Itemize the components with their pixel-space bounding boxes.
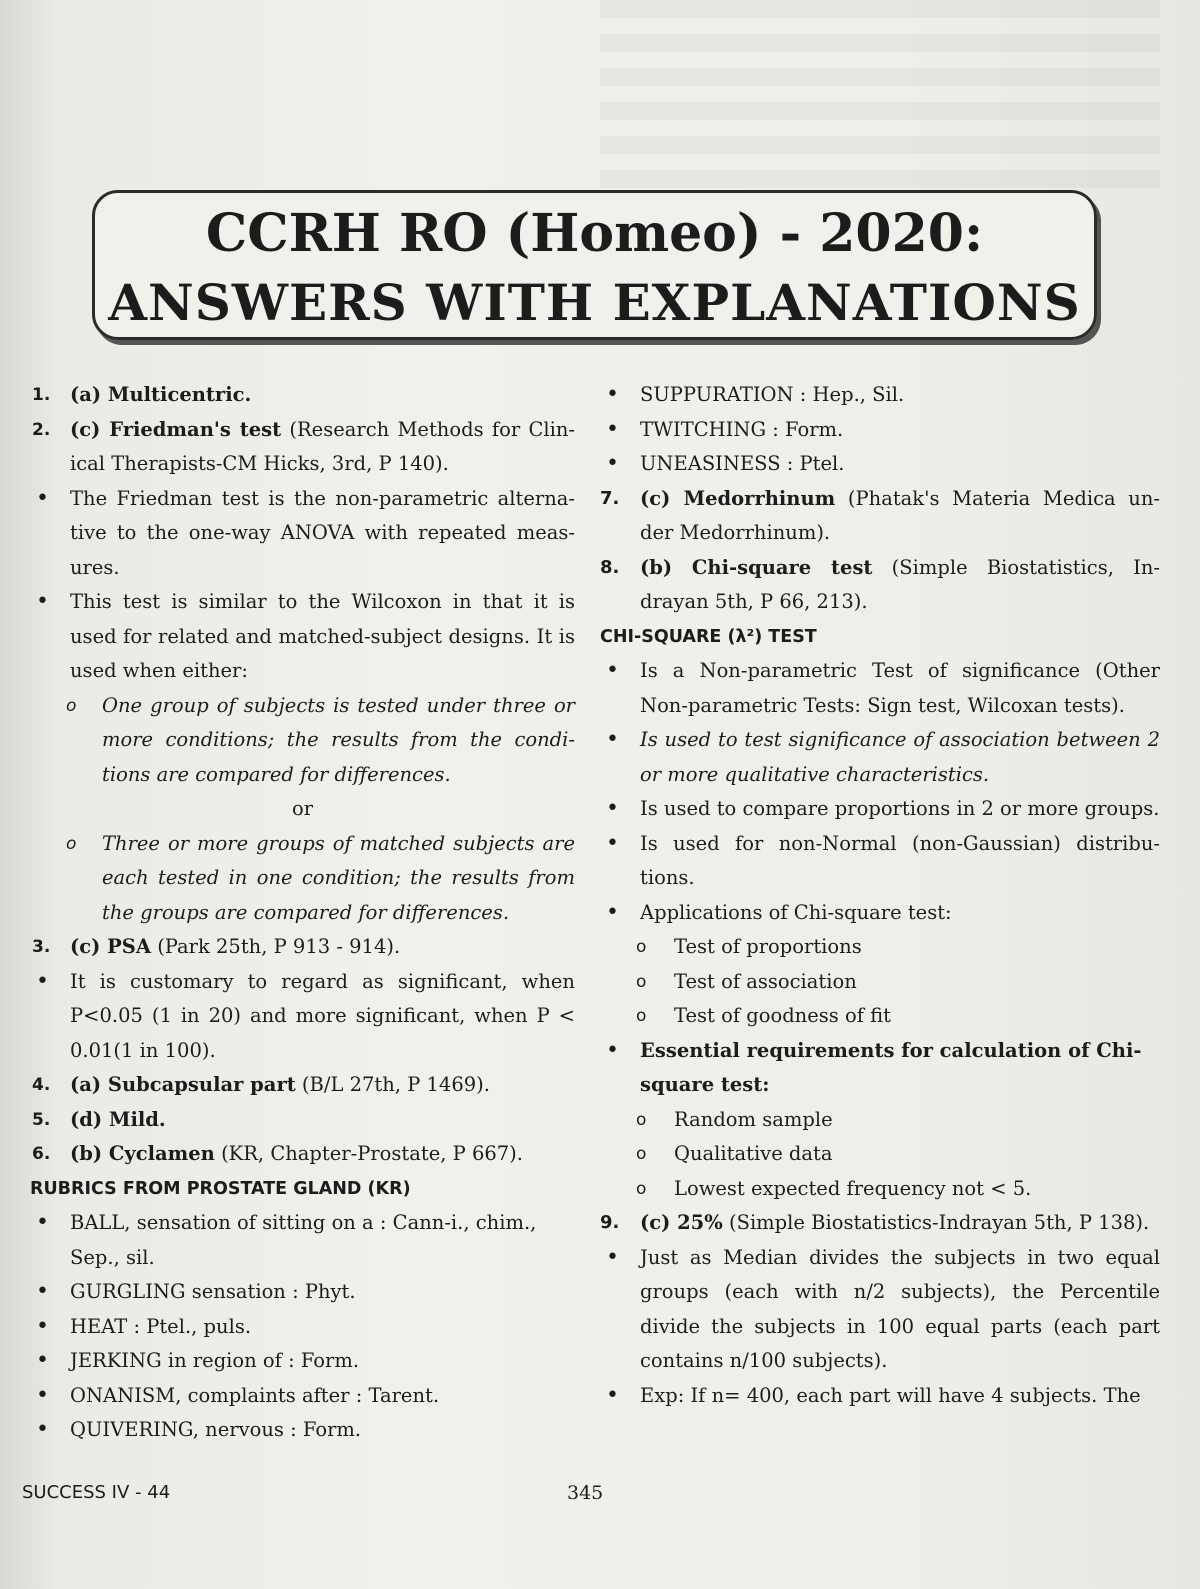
bullet-icon: • <box>606 416 619 442</box>
circle-bullet-icon: o <box>66 833 77 854</box>
bullet-icon: • <box>606 899 619 925</box>
chi-square-heading: CHI-SQUARE (λ²) TEST <box>600 626 817 647</box>
answer-number: 5. <box>32 1109 51 1130</box>
rubric-item <box>600 378 1160 413</box>
bullet-icon: • <box>606 1244 619 1270</box>
sub-bullet-text: Lowest expected frequency not < 5. <box>674 1176 1032 1200</box>
bullet-text: Is used to compare proportions in 2 or more groups. <box>640 797 1160 820</box>
bullet <box>600 827 1160 896</box>
rubric-text: SUPPURATION : Hep., Sil. <box>640 383 905 406</box>
answer-number: 1. <box>32 385 51 405</box>
rubric-item <box>30 1275 575 1310</box>
footer-book-label: SUCCESS IV - 44 <box>22 1482 171 1503</box>
rubric-text: JERKING in region of : Form. <box>70 1349 360 1372</box>
sub-bullet <box>600 999 1160 1034</box>
title-line-2: ANSWERS WITH EXPLANATIONS <box>108 273 1081 332</box>
rubric-text: BALL, sensation of sitting on a : Cann-i., chim., Sep., sil. <box>70 1211 537 1269</box>
bullet-icon: • <box>36 1348 49 1373</box>
sub-bullet-text: Test of proportions <box>674 935 862 958</box>
answer-number: 8. <box>600 556 620 578</box>
bullet-text: Essential requirements for calculation of Chi-square test: <box>640 1038 1142 1096</box>
answer-choice: (c) Friedman's test <box>70 417 282 441</box>
answer-reference: (Park 25th, P 913 - 914). <box>151 935 401 958</box>
circle-bullet-icon: o <box>636 1178 647 1199</box>
rubric-text: GURGLING sensation : Phyt. <box>70 1280 356 1303</box>
bullet <box>600 1241 1160 1379</box>
answer-8 <box>600 551 1160 620</box>
answer-text: (a) Multicentric. <box>70 383 252 406</box>
bullet-icon: • <box>606 382 619 407</box>
rubrics-heading: RUBRICS FROM PROSTATE GLAND (KR) <box>30 1178 411 1199</box>
rubric-item <box>30 1310 575 1345</box>
circle-bullet-icon: o <box>636 937 647 957</box>
rubric-item <box>30 1344 575 1379</box>
answer-choice: (c) 25% <box>640 1211 723 1234</box>
bullet-text: This test is similar to the Wilcoxon in that it is used for related and matched-subject designs. It is used when either: <box>70 590 575 682</box>
answer-7 <box>600 482 1160 551</box>
bullet <box>600 792 1160 827</box>
sub-bullet-text: Qualitative data <box>674 1142 833 1165</box>
answer-choice: (d) Mild. <box>70 1107 166 1131</box>
circle-bullet-icon: o <box>636 1109 647 1130</box>
rubric-text: TWITCHING : Form. <box>640 417 844 441</box>
rubric-item <box>600 413 1160 448</box>
answer-choice: (c) PSA <box>70 935 151 958</box>
sub-bullet <box>30 827 575 931</box>
bullet-icon: • <box>36 1279 49 1304</box>
bullet <box>30 965 575 1069</box>
answer-reference: (KR, Chapter-Prostate, P 667). <box>214 1142 523 1165</box>
rubric-item <box>30 1379 575 1414</box>
bullet <box>600 1379 1160 1414</box>
bullet-icon: • <box>606 830 619 856</box>
page-number: 345 <box>567 1482 604 1504</box>
bullet-icon: • <box>606 451 619 476</box>
sub-bullet-text: One group of subjects is tested under three or more conditions; the results from the condi-tions are compared for differences. <box>102 693 575 786</box>
answer-4 <box>30 1068 575 1103</box>
bleed-through-text <box>600 0 1160 200</box>
bullet-icon: • <box>36 1417 49 1442</box>
circle-bullet-icon: o <box>66 695 77 716</box>
answer-2 <box>30 413 575 482</box>
answer-3 <box>30 930 575 965</box>
bullet <box>600 723 1160 792</box>
or-separator: or <box>291 797 314 820</box>
bullet-text: Applications of Chi-square test: <box>640 900 952 924</box>
bullet-icon: • <box>606 658 619 683</box>
sub-bullet-text: Random sample <box>674 1107 833 1131</box>
rubric-item <box>30 1413 575 1448</box>
answer-1 <box>30 378 575 413</box>
bullet <box>600 1034 1160 1103</box>
bullet-text: The Friedman test is the non-parametric alterna-tive to the one-way ANOVA with repeated meas-ures. <box>70 486 575 579</box>
circle-bullet-icon: o <box>636 1144 647 1164</box>
answer-reference: (Phatak's Materia Medica un-der Medorrhinum). <box>640 486 1160 544</box>
circle-bullet-icon: o <box>636 1006 647 1026</box>
rubric-text: UNEASINESS : Ptel. <box>640 452 845 475</box>
answer-number: 7. <box>600 487 620 509</box>
bullet-icon: • <box>36 1210 49 1235</box>
circle-bullet-icon: o <box>636 971 647 992</box>
answer-number: 3. <box>32 937 51 957</box>
bullet-icon: • <box>606 796 619 821</box>
rubric-text: ONANISM, complaints after : Tarent. <box>70 1383 440 1407</box>
answer-number: 6. <box>32 1144 51 1164</box>
bullet-text: Is used for non-Normal (non-Gaussian) distribu-tions. <box>640 831 1160 889</box>
bullet-icon: • <box>36 1382 49 1408</box>
answer-6 <box>30 1137 575 1172</box>
answer-reference: (Simple Biostatistics-Indrayan 5th, P 138). <box>722 1211 1150 1234</box>
answer-number: 2. <box>32 419 51 440</box>
answer-number: 9. <box>600 1212 620 1233</box>
sub-bullet <box>600 965 1160 1000</box>
bullet-icon: • <box>36 1313 49 1339</box>
answer-choice: (b) Chi-square test <box>640 555 873 579</box>
bullet-text: Exp: If n= 400, each part will have 4 subjects. The <box>640 1383 1141 1407</box>
left-column <box>30 378 575 1448</box>
bullet <box>600 896 1160 931</box>
rubric-item <box>600 447 1160 482</box>
sub-bullet <box>600 1172 1160 1207</box>
bullet <box>30 585 575 689</box>
answer-number: 4. <box>32 1075 51 1095</box>
answer-5 <box>30 1103 575 1138</box>
bullet-icon: • <box>606 727 619 752</box>
right-column <box>600 378 1160 1413</box>
answer-choice: (a) Subcapsular part <box>70 1073 296 1096</box>
bullet-text: It is customary to regard as significant, when P<0.05 (1 in 20) and more significant, when P < 0.01(1 in 100). <box>70 969 575 1062</box>
rubric-text: QUIVERING, nervous : Form. <box>70 1418 362 1441</box>
sub-bullet <box>600 930 1160 965</box>
sub-bullet <box>600 1103 1160 1138</box>
title-line-1: CCRH RO (Homeo) - 2020: <box>205 203 984 264</box>
sub-bullet <box>30 689 575 793</box>
answer-choice: (c) Medorrhinum <box>640 486 836 510</box>
rubric-text: HEAT : Ptel., puls. <box>70 1314 252 1338</box>
bullet-text: Is a Non-parametric Test of significance (Other Non-parametric Tests: Sign test, Wilcoxan tests). <box>640 659 1160 717</box>
bullet <box>600 654 1160 723</box>
sub-bullet-text: Three or more groups of matched subjects are each tested in one condition; the results from the groups are compared for differences. <box>102 831 575 924</box>
bullet <box>30 482 575 586</box>
bullet-text: Just as Median divides the subjects in two equal groups (each with n/2 subjects), the Percentile divide the subjects in 100 equal parts (each part contains n/100 subjects). <box>640 1245 1160 1372</box>
sub-bullet-text: Test of association <box>674 969 857 993</box>
sub-bullet <box>600 1137 1160 1172</box>
answer-choice: (b) Cyclamen <box>70 1142 215 1165</box>
bullet-icon: • <box>36 485 49 511</box>
bullet-icon: • <box>36 968 49 994</box>
title-box <box>92 190 1097 340</box>
answer-9 <box>600 1206 1160 1241</box>
bullet-icon: • <box>606 1382 619 1408</box>
bullet-icon: • <box>606 1037 619 1063</box>
answer-reference: (B/L 27th, P 1469). <box>295 1073 490 1096</box>
sub-bullet-text: Test of goodness of fit <box>674 1004 891 1027</box>
bullet-text: Is used to test significance of association between 2 or more qualitative characteristics. <box>640 728 1160 786</box>
answer-reference: (Research Methods for Clin-ical Therapists-CM Hicks, 3rd, P 140). <box>70 417 575 475</box>
answer-reference: (Simple Biostatistics, In-drayan 5th, P 66, 213). <box>640 555 1160 613</box>
bullet-icon: • <box>36 589 49 614</box>
rubric-item <box>30 1206 575 1275</box>
